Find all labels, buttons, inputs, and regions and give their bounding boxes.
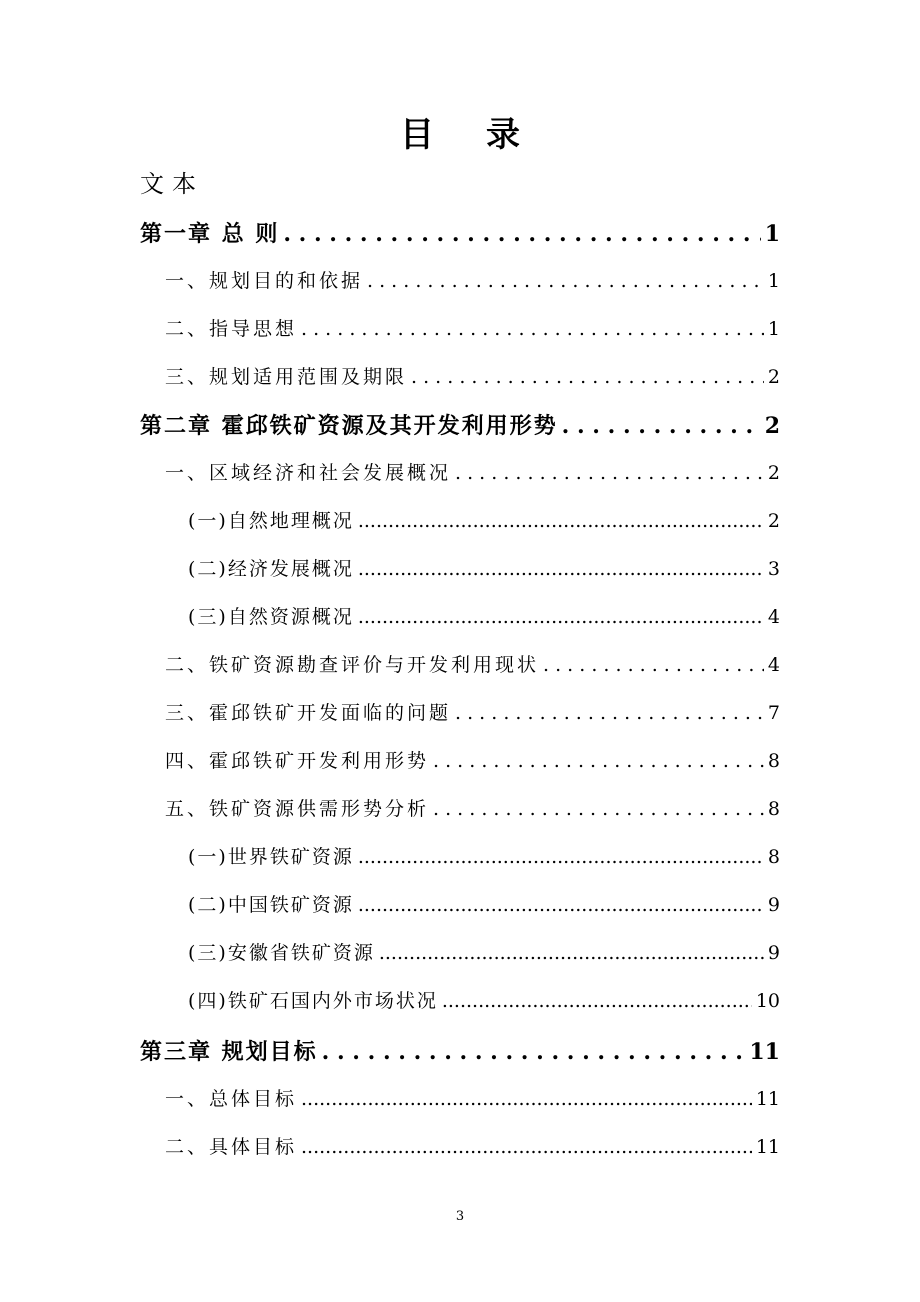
toc-entry[interactable]	[188, 554, 780, 584]
toc-dot-leader	[455, 698, 764, 728]
toc-entry[interactable]	[188, 602, 780, 632]
toc-entry-label: 第三章 规划目标	[140, 1039, 318, 1065]
toc-entry[interactable]	[188, 506, 780, 536]
toc-page-number: 8	[767, 846, 780, 868]
page-title: 目录	[400, 115, 572, 155]
toc-dot-leader	[301, 314, 764, 344]
toc-dot-leader	[543, 650, 764, 680]
toc-page-number: 7	[767, 702, 780, 724]
toc-page-number: 2	[767, 366, 780, 388]
toc-page-number: 2	[767, 510, 780, 532]
toc-entry-label: 二、具体目标	[165, 1136, 298, 1158]
toc-entry[interactable]	[165, 1132, 780, 1162]
toc-page-number: 3	[767, 558, 780, 580]
toc-dot-leader	[358, 554, 764, 584]
toc-entry[interactable]	[188, 938, 780, 968]
toc-entry[interactable]	[165, 266, 780, 296]
toc-entry-label: 一、总体目标	[165, 1088, 298, 1110]
toc-dot-leader	[358, 842, 764, 872]
toc-entry[interactable]	[165, 794, 780, 824]
toc-entry[interactable]	[165, 314, 780, 344]
toc-dot-leader	[562, 410, 761, 442]
toc-page-number: 4	[767, 654, 780, 676]
toc-entry-chapter-1[interactable]	[140, 218, 780, 250]
toc-entry-label: 三、规划适用范围及期限	[165, 366, 408, 388]
toc-page-number: 8	[767, 750, 780, 772]
toc-dot-leader	[455, 458, 764, 488]
toc-dot-leader	[379, 938, 764, 968]
toc-entry-label: 一、区域经济和社会发展概况	[165, 462, 452, 484]
toc-entry-label: 二、铁矿资源勘查评价与开发利用现状	[165, 654, 540, 676]
toc-entry-label: (一)世界铁矿资源	[188, 846, 354, 868]
toc-page-number: 2	[767, 462, 780, 484]
toc-entry[interactable]	[165, 458, 780, 488]
toc-page-number: 11	[749, 1039, 780, 1065]
toc-entry[interactable]	[165, 362, 780, 392]
toc-page-number: 11	[755, 1136, 780, 1158]
toc-entry-label: 第一章 总 则	[140, 221, 280, 247]
toc-dot-leader	[322, 1036, 746, 1068]
toc-page-number: 9	[767, 894, 780, 916]
toc-dot-leader	[301, 1132, 752, 1162]
toc-entry-label: 三、霍邱铁矿开发面临的问题	[165, 702, 452, 724]
toc-page-number: 11	[755, 1088, 780, 1110]
toc-dot-leader	[301, 1084, 752, 1114]
section-label: 文本	[140, 170, 204, 198]
toc-dot-leader	[358, 602, 764, 632]
toc-entry[interactable]	[188, 842, 780, 872]
toc-dot-leader	[283, 218, 760, 250]
toc-page-number: 1	[767, 270, 780, 292]
toc-entry-label: (二)中国铁矿资源	[188, 894, 354, 916]
toc-dot-leader	[358, 890, 764, 920]
toc-page-number: 1	[764, 221, 780, 247]
toc-entry-label: 四、霍邱铁矿开发利用形势	[165, 750, 430, 772]
toc-entry[interactable]	[165, 650, 780, 680]
toc-entry[interactable]	[165, 746, 780, 776]
toc-entry-label: 二、指导思想	[165, 318, 298, 340]
toc-page-number: 8	[767, 798, 780, 820]
toc-dot-leader	[442, 986, 752, 1016]
toc-page-number: 4	[767, 606, 780, 628]
toc-entry[interactable]	[188, 890, 780, 920]
toc-page-number: 9	[767, 942, 780, 964]
toc-dot-leader	[411, 362, 764, 392]
toc-entry-label: 五、铁矿资源供需形势分析	[165, 798, 430, 820]
toc-entry-label: (三)自然资源概况	[188, 606, 354, 628]
toc-page-number: 1	[767, 318, 780, 340]
toc-entry-label: (一)自然地理概况	[188, 510, 354, 532]
toc-entry-label: 一、规划目的和依据	[165, 270, 364, 292]
toc-entry-label: (三)安徽省铁矿资源	[188, 942, 375, 964]
toc-entry-chapter-3[interactable]	[140, 1036, 780, 1068]
toc-dot-leader	[358, 506, 764, 536]
toc-entry[interactable]	[165, 1084, 780, 1114]
toc-page-number: 10	[755, 990, 780, 1012]
toc-entry[interactable]	[165, 698, 780, 728]
toc-entry-chapter-2[interactable]	[140, 410, 780, 442]
toc-dot-leader	[433, 746, 764, 776]
footer-page-number: 3	[455, 1209, 465, 1224]
toc-dot-leader	[367, 266, 764, 296]
toc-page-number: 2	[764, 413, 780, 439]
toc-entry-label: (四)铁矿石国内外市场状况	[188, 990, 438, 1012]
toc-entry[interactable]	[188, 986, 780, 1016]
toc-entry-label: 第二章 霍邱铁矿资源及其开发利用形势	[140, 413, 558, 439]
toc-dot-leader	[433, 794, 764, 824]
toc-entry-label: (二)经济发展概况	[188, 558, 354, 580]
